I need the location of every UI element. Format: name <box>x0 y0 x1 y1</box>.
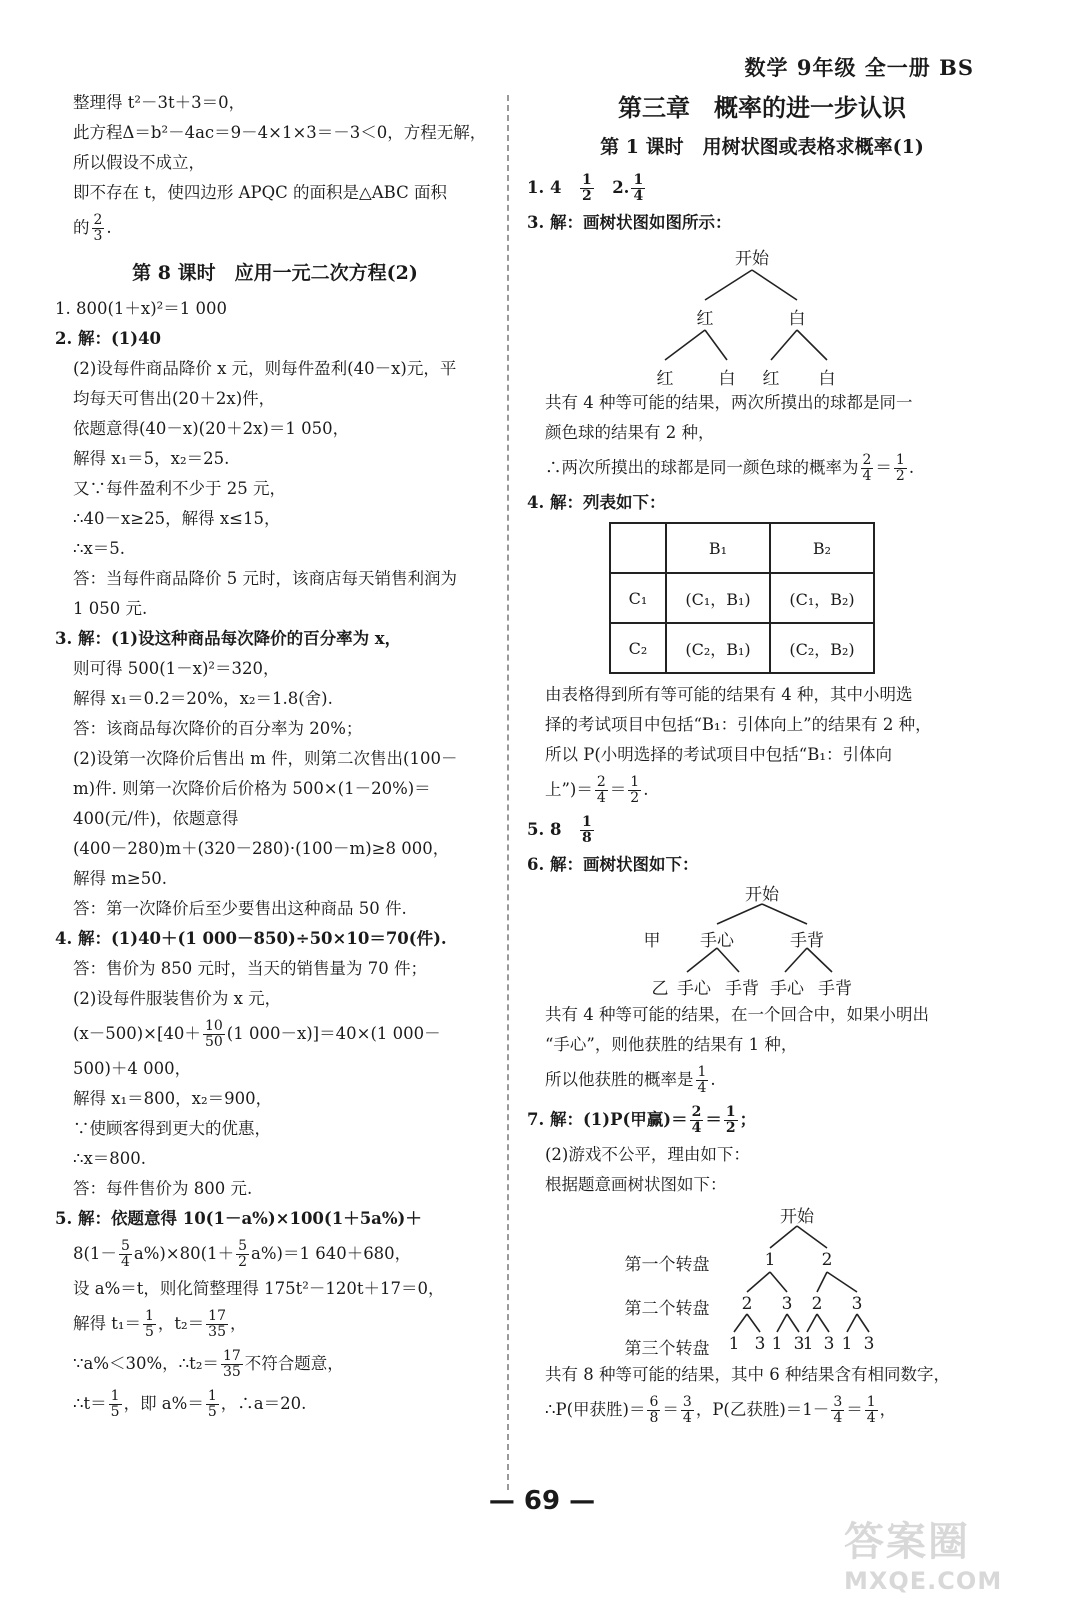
text-fragment: 不符合题意， <box>244 1354 344 1373</box>
tree-leaf: 3 <box>823 1334 835 1354</box>
text-fragment: 2. <box>595 178 630 197</box>
text-line: 择的考试项目中包括“B₁：引体向上”的结果有 2 种， <box>545 715 932 734</box>
text-line <box>527 1060 997 1100</box>
tree-diagram-1 <box>527 238 997 388</box>
tree-leaf: 1 <box>771 1334 783 1354</box>
denominator: 4 <box>596 790 606 806</box>
right-column <box>527 88 997 1430</box>
text-line: 1 050 元. <box>73 599 148 618</box>
fraction <box>690 1105 704 1136</box>
denominator: 4 <box>691 1120 702 1136</box>
tree-label: 乙 <box>651 979 669 999</box>
text-fragment: ，∴a＝20. <box>220 1394 307 1413</box>
tree-leaf: 1 <box>728 1334 740 1354</box>
tree-leaf: 3 <box>754 1334 766 1354</box>
answer-6: 6. 解：画树状图如下： <box>527 855 699 874</box>
denominator: 4 <box>120 1254 130 1270</box>
tree-node: 红 <box>696 309 714 329</box>
denominator: 35 <box>208 1324 226 1340</box>
numerator: 1 <box>697 1064 707 1080</box>
tree-leaf: 手心 <box>677 979 711 999</box>
text-fragment: ＝ <box>875 458 892 477</box>
denominator: 8 <box>649 1410 659 1426</box>
text-line: 共有 8 种等可能的结果，其中 6 种结果含有相同数字， <box>545 1365 950 1384</box>
answer-1: 1. 800(1＋x)²＝1 000 <box>55 299 228 318</box>
text-fragment: ∴t＝ <box>73 1394 107 1413</box>
numerator: 1 <box>110 1388 120 1404</box>
column-divider <box>507 95 509 1490</box>
text-line: (2)游戏不公平，理由如下： <box>545 1145 750 1164</box>
text-line: (2)设每件服装售价为 x 元， <box>73 989 282 1008</box>
answer-3: 3. 解：画树状图如图所示： <box>527 213 732 232</box>
denominator: 2 <box>238 1254 247 1270</box>
denominator: 5 <box>110 1404 120 1420</box>
numerator: 17 <box>208 1308 226 1324</box>
table-row <box>610 573 874 623</box>
section-title: 第 8 课时 应用一元二次方程(2) <box>132 262 418 284</box>
fraction <box>595 775 608 806</box>
tree-leaf: 白 <box>718 369 736 389</box>
table-cell: (C₂，B₂) <box>770 623 874 673</box>
text-fragment: . <box>710 1070 716 1089</box>
tree-node: 3 <box>781 1294 793 1314</box>
answer-4: 4. 解：(1)40＋(1 000－850)÷50×10＝70(件). <box>55 929 447 948</box>
fraction <box>580 173 594 204</box>
text-fragment: a%)＝1 640＋680， <box>251 1244 412 1263</box>
table-header: C₁ <box>610 573 666 623</box>
text-line: 共有 4 种等可能的结果，在一个回合中，如果小明出 <box>545 1005 929 1024</box>
fraction <box>831 1395 844 1426</box>
text-fragment: (x－500)×[40＋ <box>73 1024 201 1043</box>
tree-leaf: 1 <box>802 1334 814 1354</box>
text-line: (2)设每件商品降价 x 元，则每件盈利(40－x)元，平 <box>73 359 457 378</box>
numerator: 5 <box>238 1238 247 1254</box>
page-number: — 69 — <box>488 1486 596 1516</box>
fraction <box>631 173 645 204</box>
text-fragment: a%)×80(1＋ <box>133 1244 235 1263</box>
table-cell: (C₁，B₁) <box>666 573 770 623</box>
denominator: 3 <box>93 228 103 244</box>
numerator: 1 <box>633 172 644 188</box>
text-fragment: 8(1－ <box>73 1244 117 1263</box>
tree-level-label: 第三个转盘 <box>624 1339 710 1359</box>
tree-node: 2 <box>811 1294 823 1314</box>
text-fragment: ； <box>739 1110 757 1129</box>
fraction <box>724 1105 738 1136</box>
denominator: 4 <box>697 1080 707 1096</box>
fraction <box>236 1239 249 1270</box>
numerator: 2 <box>862 452 872 468</box>
denominator: 4 <box>862 468 872 484</box>
numerator: 1 <box>725 1104 736 1120</box>
text-fragment: ∴P(甲获胜)＝ <box>545 1400 646 1419</box>
denominator: 2 <box>581 188 592 204</box>
fraction <box>92 213 105 244</box>
denominator: 4 <box>633 188 644 204</box>
text-fragment: 的 <box>73 218 90 237</box>
tree-node: 手背 <box>790 931 824 951</box>
text-fragment: (1 000－x)]＝40×(1 000－ <box>226 1024 441 1043</box>
answer-2: 2. 解：(1)40 <box>55 329 162 348</box>
text-line <box>527 1390 997 1430</box>
numerator: 5 <box>120 1238 130 1254</box>
text-fragment: . <box>908 458 915 477</box>
tree-node: 1 <box>764 1250 776 1270</box>
text-fragment: . <box>643 780 649 799</box>
answer-3: 3. 解：(1)设这种商品每次降价的百分率为 x， <box>55 629 402 648</box>
text-fragment: 7. 解：(1)P(甲赢)＝ <box>527 1110 688 1129</box>
text-fragment: ，t₂＝ <box>157 1314 205 1333</box>
numerator: 1 <box>207 1388 217 1404</box>
fraction <box>696 1065 709 1096</box>
tree-leaf: 红 <box>762 369 780 389</box>
fraction <box>861 453 874 484</box>
answer-5: 5. 解：依题意得 10(1－a%)×100(1＋5a%)＋ <box>55 1209 422 1228</box>
table-cell <box>610 523 666 573</box>
text-line <box>55 1384 495 1424</box>
text-line: 又∵每件盈利不少于 25 元， <box>73 479 286 498</box>
page-header: 数学 9年级 全一册 BS <box>744 55 974 80</box>
fraction <box>894 453 907 484</box>
denominator: 2 <box>725 1120 736 1136</box>
fraction <box>143 1309 156 1340</box>
text-line: 根据题意画树状图如下： <box>545 1175 727 1194</box>
text-line <box>55 1304 495 1344</box>
watermark-text: 答案圈 <box>844 1519 970 1565</box>
text-line: ∴40－x≥25，解得 x≤15， <box>73 509 281 528</box>
denominator: 4 <box>833 1410 843 1426</box>
tree-leaf: 3 <box>793 1334 805 1354</box>
tree-leaf: 手背 <box>818 979 852 999</box>
tree-node: 手心 <box>700 931 734 951</box>
fraction <box>580 815 594 846</box>
text-line: 整理得 t²－3t＋3＝0， <box>73 93 246 112</box>
section-title: 第 1 课时 用树状图或表格求概率(1) <box>600 136 924 158</box>
text-line: ∴x＝5. <box>73 539 126 558</box>
text-line <box>55 1344 495 1384</box>
denominator: 2 <box>895 468 905 484</box>
text-line: 500)＋4 000， <box>73 1059 192 1078</box>
text-fragment: ，P(乙获胜)＝1－ <box>695 1400 830 1419</box>
tree-leaf: 3 <box>863 1334 875 1354</box>
table-header: C₂ <box>610 623 666 673</box>
denominator: 50 <box>204 1034 223 1050</box>
answer-1-2 <box>527 168 997 208</box>
text-line: 解得 x₁＝5，x₂＝25. <box>73 449 230 468</box>
text-line: 解得 x₁＝800，x₂＝900， <box>73 1089 273 1108</box>
numerator: 1 <box>581 814 592 830</box>
table-cell: (C₂，B₁) <box>666 623 770 673</box>
numerator: 2 <box>596 774 606 790</box>
text-line: 答：售价为 850 元时，当天的销售量为 70 件； <box>73 959 427 978</box>
table-cell: (C₁，B₂) <box>770 573 874 623</box>
text-fragment: ，即 a%＝ <box>123 1394 204 1413</box>
numerator: 1 <box>895 452 905 468</box>
text-line: “手心”，则他获胜的结果有 1 种， <box>545 1035 798 1054</box>
watermark-url: MXQE.COM <box>844 1567 1003 1595</box>
text-line: 解得 x₁＝0.2＝20%，x₂＝1.8(舍). <box>73 689 333 708</box>
denominator: 35 <box>222 1364 241 1380</box>
text-line: 答：每件售价为 800 元. <box>73 1179 253 1198</box>
chapter-title: 第三章 概率的进一步认识 <box>618 93 906 122</box>
denominator: 8 <box>581 830 592 846</box>
text-fragment: 所以他获胜的概率是 <box>545 1070 694 1089</box>
table-header: B₁ <box>666 523 770 573</box>
table-row <box>610 523 874 573</box>
text-line: 400(元/件)，依题意得 <box>73 809 239 828</box>
numerator: 2 <box>691 1104 702 1120</box>
text-line: 依题意得(40－x)(20＋2x)＝1 050， <box>73 419 350 438</box>
tree-leaf: 手背 <box>725 979 759 999</box>
tree-node: 白 <box>788 309 806 329</box>
tree-node: 3 <box>851 1294 863 1314</box>
text-fragment: ＝ <box>662 1400 679 1419</box>
tree-diagram-2 <box>527 880 997 1000</box>
numerator: 17 <box>222 1348 241 1364</box>
numerator: 3 <box>682 1394 692 1410</box>
text-line: (2)设第一次降价后售出 m 件，则第二次售出(100－ <box>73 749 458 768</box>
text-line: 颜色球的结果有 2 种， <box>545 423 715 442</box>
text-line <box>55 208 495 248</box>
text-line: 均每天可售出(20＋2x)件， <box>73 389 276 408</box>
fraction <box>109 1389 122 1420</box>
tree-leaf: 红 <box>656 369 674 389</box>
fraction <box>221 1349 243 1380</box>
text-line: ∵使顾客得到更大的优惠， <box>73 1119 271 1138</box>
text-line <box>55 1014 495 1054</box>
numerator: 1 <box>866 1394 876 1410</box>
text-fragment: 解得 t₁＝ <box>73 1314 141 1333</box>
tree-leaf: 手心 <box>770 979 804 999</box>
text-line: 所以假设不成立， <box>73 153 205 172</box>
table-header: B₂ <box>770 523 874 573</box>
text-fragment: . <box>106 218 112 237</box>
text-line: 则可得 500(1－x)²＝320， <box>73 659 280 678</box>
text-fragment: 上”)＝ <box>545 780 593 799</box>
numerator: 2 <box>93 212 103 228</box>
numerator: 3 <box>833 1394 843 1410</box>
text-line: 答：当每件商品降价 5 元时，该商店每天销售利润为 <box>73 569 457 588</box>
fraction <box>206 1309 228 1340</box>
text-line: ∴x＝800. <box>73 1149 147 1168</box>
answer-7 <box>527 1100 997 1140</box>
text-line: 答：该商品每次降价的百分率为 20%； <box>73 719 363 738</box>
text-fragment: ， <box>230 1314 247 1333</box>
fraction <box>119 1239 132 1270</box>
text-fragment: ＝ <box>705 1110 722 1129</box>
denominator: 5 <box>145 1324 154 1340</box>
fraction <box>681 1395 694 1426</box>
tree-leaf: 1 <box>841 1334 853 1354</box>
text-line <box>55 1234 495 1274</box>
text-fragment: ＝ <box>846 1400 863 1419</box>
text-fragment: ， <box>879 1400 897 1419</box>
denominator: 4 <box>682 1410 692 1426</box>
text-line: 所以 P(小明选择的考试项目中包括“B₁：引体向 <box>545 745 892 764</box>
answer-5 <box>527 810 997 850</box>
denominator: 5 <box>207 1404 217 1420</box>
text-line: 共有 4 种等可能的结果，两次所摸出的球都是同一 <box>545 393 913 412</box>
text-line: (400－280)m＋(320－280)·(100－m)≥8 000， <box>73 839 450 858</box>
text-line: m)件. 则第一次降价后价格为 500×(1－20%)＝ <box>73 779 431 798</box>
tree-node: 2 <box>741 1294 753 1314</box>
text-line: 设 a%＝t，则化简整理得 175t²－120t＋17＝0， <box>73 1279 445 1298</box>
tree-level-label: 第二个转盘 <box>624 1299 710 1319</box>
text-fragment: ∵a%＜30%，∴t₂＝ <box>73 1354 219 1373</box>
tree-leaf: 白 <box>818 369 836 389</box>
text-line: 此方程Δ＝b²－4ac＝9－4×1×3＝－3＜0，方程无解， <box>73 123 487 142</box>
tree-diagram-3 <box>527 1200 997 1360</box>
fraction <box>865 1395 878 1426</box>
tree-root: 开始 <box>735 249 769 269</box>
tree-label: 甲 <box>643 931 661 951</box>
text-line <box>527 770 997 810</box>
text-line: 答：第一次降价后至少要售出这种商品 50 件. <box>73 899 407 918</box>
text-fragment: 5. 8 <box>527 820 578 839</box>
denominator: 2 <box>630 790 640 806</box>
tree-root: 开始 <box>745 885 779 905</box>
text-line: 由表格得到所有等可能的结果有 4 种，其中小明选 <box>545 685 913 704</box>
table-row <box>610 623 874 673</box>
numerator: 1 <box>630 774 640 790</box>
text-fragment: ∴两次所摸出的球都是同一颜色球的概率为 <box>545 458 859 477</box>
answer-4: 4. 解：列表如下： <box>527 493 666 512</box>
fraction <box>203 1019 225 1050</box>
text-fragment: 1. 4 <box>527 178 578 197</box>
fraction <box>647 1395 660 1426</box>
fraction <box>206 1389 219 1420</box>
denominator: 4 <box>866 1410 876 1426</box>
text-line: 解得 m≥50. <box>73 869 167 888</box>
tree-node: 2 <box>821 1250 833 1270</box>
numerator: 10 <box>204 1018 223 1034</box>
numerator: 1 <box>145 1308 154 1324</box>
numerator: 1 <box>581 172 592 188</box>
tree-level-label: 第一个转盘 <box>624 1255 710 1275</box>
text-line: 即不存在 t，使四边形 APQC 的面积是△ABC 面积 <box>73 183 447 202</box>
text-fragment: ＝ <box>609 780 627 799</box>
numerator: 6 <box>649 1394 659 1410</box>
tree-root: 开始 <box>780 1207 814 1227</box>
left-column <box>55 88 495 1424</box>
fraction <box>628 775 641 806</box>
text-line <box>527 448 997 488</box>
watermark <box>844 1510 1054 1595</box>
probability-table <box>609 522 875 674</box>
